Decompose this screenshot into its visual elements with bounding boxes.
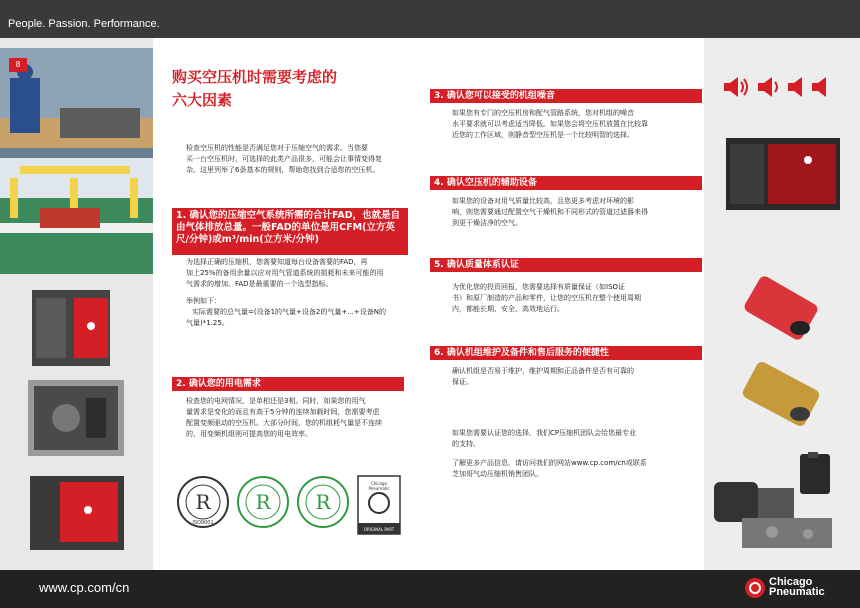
title-line: 购买空压机时需要考虑的 <box>172 68 338 86</box>
certification-stamp-green-1 <box>236 475 290 529</box>
compressor-photo-dark <box>724 136 842 216</box>
original-part-stamp <box>357 475 401 532</box>
section1-example <box>186 296 406 329</box>
intro-text <box>186 143 406 176</box>
text-line: 响，则您需要通过配置空气干燥机和不同形式的管道过滤器来得 <box>452 208 648 216</box>
text-line: 买一台空压机时，可选择的此类产品很多，可能会让事情变得复 <box>186 155 382 163</box>
text-line: 气量)*1.25。 <box>186 319 229 327</box>
text-line: 的支持。 <box>452 440 480 448</box>
text-line: 实际需要的总气量=(设备1的气量+设备2的气量+...+设备N的 <box>192 308 387 316</box>
section4-body <box>452 196 700 229</box>
contact-text <box>452 458 700 480</box>
section3-body <box>452 108 700 141</box>
section2-body <box>186 396 406 440</box>
text-line: 保证。 <box>452 378 473 386</box>
top-bar <box>0 0 860 38</box>
section1-heading <box>172 208 408 255</box>
text-line: 为优化您的投资回报，您需要选择有质量保证（如ISO证 <box>452 283 626 291</box>
section5-heading: 5. 确认质量体系认证 <box>430 258 702 272</box>
sound-icons <box>724 74 834 104</box>
text-line: 如果您的设备对用气质量比较高，且您更多考虑对环境的影 <box>452 197 634 205</box>
text-line: 量需求是变化的而且有高于5分钟的连续加载时间，您需要考虑 <box>186 408 380 416</box>
text-line: 了解更多产品信息，请访问我们的网站www.cp.com/cn或联系 <box>452 459 647 467</box>
certification-stamp-iso9001 <box>176 475 230 529</box>
svg-text:R: R <box>315 490 331 514</box>
support-text <box>452 428 700 450</box>
compressor-photo-large <box>28 470 126 552</box>
heading-line: 1. 确认您的压缩空气系统所需的合计FAD，也就是自 <box>176 210 401 221</box>
text-line: 到更干燥洁净的空气。 <box>452 219 522 227</box>
text-line: 加上25%的备用余量以应对用气管道系统的损耗和未来可能的用 <box>186 269 384 277</box>
section1-body <box>186 257 406 290</box>
text-line: 书）和原厂制造的产品和零件，让您的空压机在整个使用周期 <box>452 294 641 302</box>
text-line: 杂。这里列举了6条基本的规则，帮助您找到合适您的空压机。 <box>186 166 380 174</box>
svg-text:ORIGINAL PART: ORIGINAL PART <box>363 527 395 532</box>
svg-text:R: R <box>195 490 211 514</box>
section2-heading: 2. 确认您的用电需求 <box>172 377 404 391</box>
text-line: 举例如下： <box>186 297 221 305</box>
spare-parts-photo <box>712 452 848 558</box>
brand-tagline: People. Passion. Performance. <box>8 18 160 30</box>
page-title <box>172 66 412 112</box>
text-line: 如果您需要认证您的选择，我们CP压缩机团队会给您最专业 <box>452 429 637 437</box>
text-line: 的，用变频机组则可提高您的用电效率。 <box>186 430 312 438</box>
text-line: 内，都能长期、安全、高效地运行。 <box>452 305 564 313</box>
section3-heading: 3. 确认您可以接受的机组噪音 <box>430 89 702 103</box>
compressor-photo-red <box>30 286 120 368</box>
svg-text:ISO9001: ISO9001 <box>192 520 214 526</box>
compressor-photo-internal <box>26 378 126 458</box>
section5-body <box>452 282 700 315</box>
section4-heading: 4. 确认空压机的辅助设备 <box>430 176 702 190</box>
svg-text:Chicago: Chicago <box>370 481 388 486</box>
heading-line: 由气体排放总量。一般FAD的单位是用CFM(立方英 <box>176 222 395 233</box>
section6-body <box>452 366 700 388</box>
text-line: 为选择正确的压缩机，您需要知道每台设备需要的FAD，再 <box>186 258 368 266</box>
air-filter-red <box>744 276 824 346</box>
text-line: 如果您有专门的空压机房和配气管路系统，您对机组的噪音 <box>452 109 634 117</box>
title-line: 六大因素 <box>172 91 233 109</box>
text-line: 确认机组是否易于维护，维护周期和正品备件是否有可靠的 <box>452 367 634 375</box>
text-line: 检查空压机的性能是否满足您对于压缩空气的需求。当您要 <box>186 144 368 152</box>
text-line: 检查您的电网情况，是单相还是3相。同时，如果您的用气 <box>186 397 366 405</box>
text-line: 近您的工作区域，则静音型空压机是一个比较明智的选择。 <box>452 131 634 139</box>
svg-text:Pneumatic: Pneumatic <box>368 486 390 491</box>
text-line: 配置变频驱动的空压机。大部分时间，您的机组耗气量是不连续 <box>186 419 382 427</box>
brand-logo-text <box>769 577 825 597</box>
logo-line: Chicago <box>769 576 813 588</box>
text-line: 气需求的增加。FAD是最重要的一个选型指标。 <box>186 280 333 288</box>
text-line: 芝加哥气动压缩机销售团队。 <box>452 470 543 478</box>
page-number: 8 <box>9 58 27 72</box>
certification-stamp-green-2 <box>296 475 350 529</box>
heading-line: 尺/分钟)或m³/min(立方米/分钟) <box>176 234 319 245</box>
text-line: 水平要求就可以考虑适当降低。如果您会将空压机放置在比较靠 <box>452 120 648 128</box>
chicago-pneumatic-logo-icon <box>744 577 766 603</box>
section6-heading: 6. 确认机组维护及备件和售后服务的便捷性 <box>430 346 702 360</box>
svg-text:R: R <box>255 490 271 514</box>
factory-photo <box>0 48 153 274</box>
website-link[interactable]: www.cp.com/cn <box>39 580 130 595</box>
logo-line: Pneumatic <box>769 586 825 598</box>
oil-filter-yellow <box>740 360 826 434</box>
